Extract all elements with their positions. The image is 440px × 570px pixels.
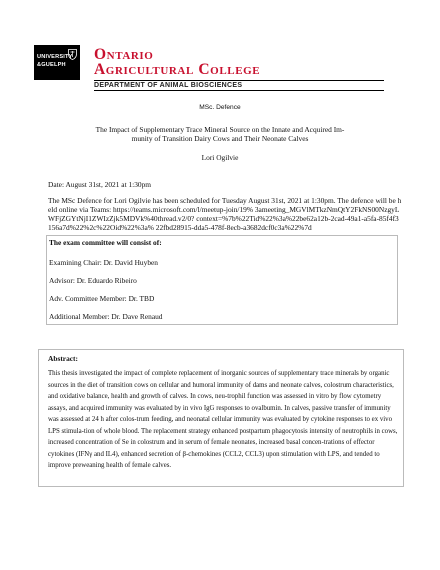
abstract-text: This thesis investigated the impact of complete replacement of inorganic sources of supplementary trace minerals by organic sources in the diet of transition cows on cellular and humoral immunity of dams and neonate calves, colostrum characteristics, and oxidative balance, health and growth of calves. In cows, neu-trophil function was assessed in vitro by flow cytometry assays, and acquired immunity was evaluated by in vivo IgG responses to ovalbumin. In calves, passive transfer of immunity was assessed at 24 h after colos-trum feeding, and neonatal cellular immunity was evaluated by cytokine responses to ex vivo LPS stimula-tion of whole blood. The replacement strategy enhanced postpartum phagocytosis intensity of neutrophils in cows, increased concentration of Se in colostrum and in serum of female neonates, increased basal concen-trations of effector cytokines (IFNγ and IL4), enhanced secretion of β-chemokines (CCL2, CCL3) upon stimulation with LPS, and tended to improve preweaning health of female calves. <box>48 370 398 469</box>
committee-section <box>46 235 398 325</box>
date-line: Date: August 31st, 2021 at 1:30pm <box>48 180 152 189</box>
thesis-title: The Impact of Supplementary Trace Mineral Source on the Innate and Acquired Im-munity of Transition Dairy Cows and Their Neonate Calves <box>95 125 345 143</box>
abstract-heading: Abstract: <box>48 354 78 363</box>
committee-member: Advisor: Dr. Eduardo Ribeiro <box>49 276 137 285</box>
department-name: DEPARTMENT OF ANIMAL BIOSCIENCES <box>94 80 384 91</box>
committee-member: Additional Member: Dr. Dave Renaud <box>49 312 163 321</box>
defence-intro: The MSc Defence for Lori Ogilvie has been scheduled for Tuesday August 31st, 2021 at 1:30pm. The defence will be held online via Teams: https://teams.microsoft.com/l/meetup-join/19% 3ameeting_MGVlMTkzNmQtY2FkNS00NzgyLWFjZGYtNjI1ZWIzZjk5MDVk%40thread.v2/0? context=%7b%22Tid%22%3a%22be62a12b-2cad-49a1-a5fa-85f4f3156a7d%22%2c%22Oid%22%3a% 22fbd28915-dda5-478f-8ecb-a3682dcf0c3a%22%7d <box>48 196 402 232</box>
author-name: Lori Ogilvie <box>201 153 239 162</box>
crest-icon <box>68 49 77 60</box>
university-name-line2: &GUELPH <box>37 62 66 68</box>
committee-heading: The exam committee will consist of: <box>49 238 162 247</box>
abstract-section <box>38 349 404 487</box>
committee-member: Adv. Committee Member: Dr. TBD <box>49 294 155 303</box>
college-name <box>94 47 354 77</box>
defence-label: MSc. Defence <box>199 104 241 111</box>
university-name-line1: UNIVERSITY <box>37 54 73 60</box>
college-name-line2: Agricultural College <box>94 61 261 78</box>
college-name-line1: Ontario <box>94 46 154 63</box>
committee-member: Examining Chair: Dr. David Huyben <box>49 258 158 267</box>
university-logo <box>34 45 80 80</box>
